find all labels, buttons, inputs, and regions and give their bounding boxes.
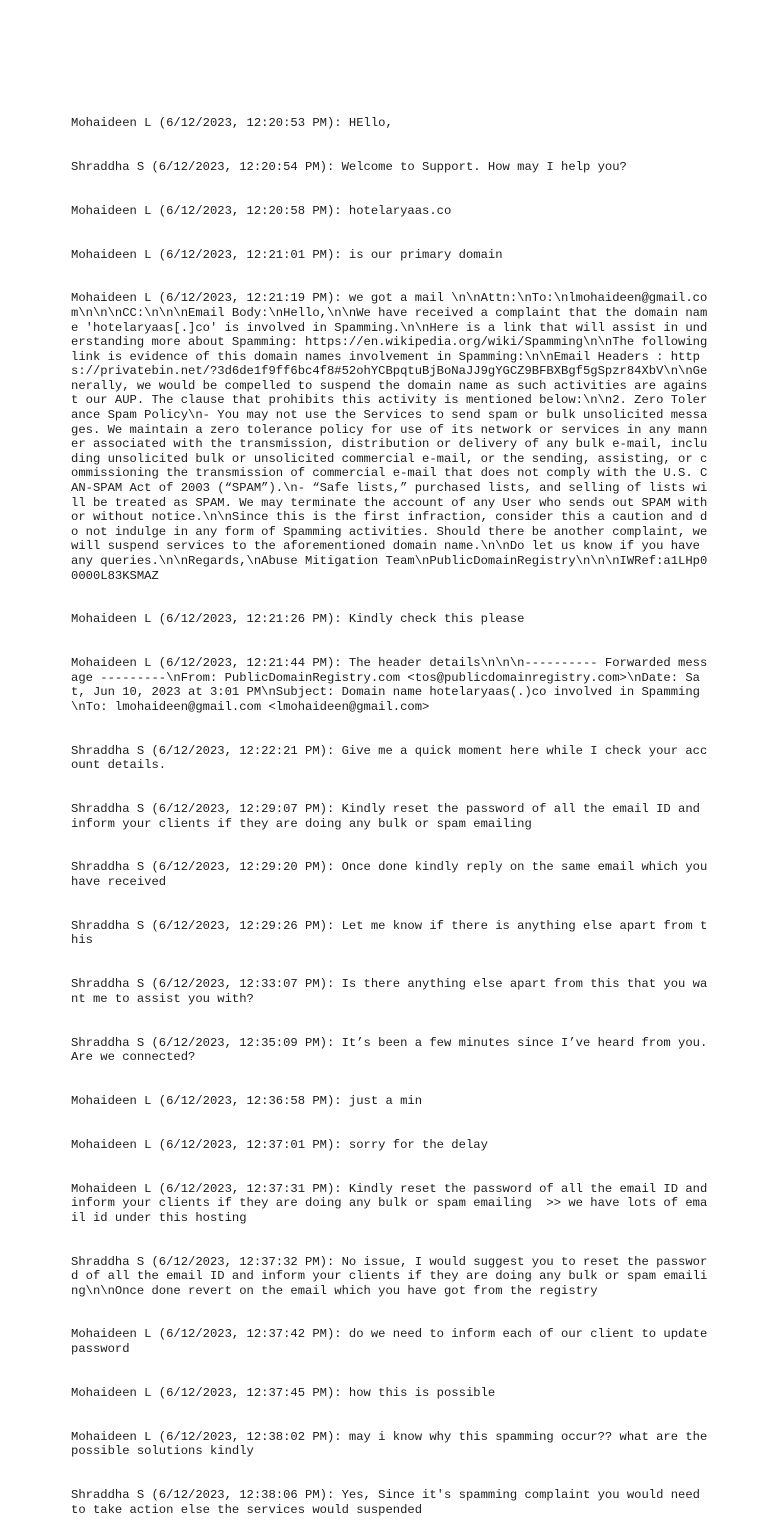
chat-message: Mohaideen L (6/12/2023, 12:20:53 PM): HEllo, bbox=[71, 116, 393, 131]
chat-message: Mohaideen L (6/12/2023, 12:37:31 PM): Kindly reset the password of all the email ID and inform your clients if they are doing any bulk or spam emailing >> we have lots of email id under this hosting bbox=[71, 1181, 715, 1225]
chat-message: Mohaideen L (6/12/2023, 12:37:42 PM): do we need to inform each of our client to update password bbox=[71, 1327, 715, 1357]
chat-message: Shraddha S (6/12/2023, 12:29:26 PM): Let me know if there is anything else apart from this bbox=[71, 918, 708, 948]
chat-message: Shraddha S (6/12/2023, 12:35:09 PM): It’s been a few minutes since I’ve heard from you. Are we connected? bbox=[71, 1035, 715, 1065]
chat-message: Shraddha S (6/12/2023, 12:22:21 PM): Give me a quick moment here while I check your account details. bbox=[71, 743, 708, 773]
chat-message: Mohaideen L (6/12/2023, 12:21:01 PM): is our primary domain bbox=[71, 247, 503, 262]
chat-message: Mohaideen L (6/12/2023, 12:20:58 PM): hotelaryaas.co bbox=[71, 203, 452, 218]
chat-message: Shraddha S (6/12/2023, 12:33:07 PM): Is there anything else apart from this that you want me to assist you with? bbox=[71, 977, 708, 1006]
chat-message: Shraddha S (6/12/2023, 12:29:07 PM): Kindly reset the password of all the email ID and inform your clients if they are doing any bulk or spam emailing bbox=[71, 802, 708, 831]
chat-message: Mohaideen L (6/12/2023, 12:21:19 PM): we got a mail \n\nAttn:\nTo:\nlmohaideen@gmail.com\n\n\nCC:\n\n\nEmail Body:\nHello,\n\nWe have received a complaint that the domain name 'hotelaryaas[.]co' is involved in Spamming.\n\nHere is a link that will assist in understanding more about Spamming: https://en.wikipedia.org/wiki/Spamming\n\nThe following link is evidence of this domain names involvement in Spamming:\n\nEmail Headers : https://privatebin.net/?3d6de1f9ff6bc4f8#52ohYCBpqtuBjBoNaJJ9gYGCZ9BFBXBgf5gSpzr84XbV\n\nGenerally, we would be compelled to suspend the domain name as such activities are against our AUP. The clause that prohibits this activity is mentioned below:\n\n2. Zero Tolerance Spam Policy\n- You may not use the Services to send spam or bulk unsolicited messages. We maintain a zero tolerance policy for use of its network or services in any manner associated with the transmission, distribution or delivery of any bulk e-mail, including unsolicited bulk or unsolicited commercial e-mail, or the sending, assisting, or commissioning the transmission of commercial e-mail that does not comply with the U.S. CAN-SPAM Act of 2003 (“SPAM”).\n- “Safe lists,” purchased lists, and selling of lists will be treated as SPAM. We may terminate the account of any User who sends out SPAM with or without notice.\n\nSince this is the first infraction, consider this a caution and do not indulge in any form of Spamming activities. Should there be another complaint, we will suspend services to the aforementioned domain name.\n\nDo let us know if you have any queries.\n\nRegards,\nAbuse Mitigation Team\nPublicDomainRegistry\n\n\nIWRef:a1LHp00000L83KSMAZ bbox=[71, 291, 715, 583]
chat-message: Mohaideen L (6/12/2023, 12:37:45 PM): how this is possible bbox=[71, 1385, 496, 1400]
chat-message: Shraddha S (6/12/2023, 12:20:54 PM): Welcome to Support. How may I help you? bbox=[71, 159, 627, 174]
chat-message: Mohaideen L (6/12/2023, 12:21:44 PM): The header details\n\n\n---------- Forwarded message ---------\nFrom: PublicDomainRegistry.com <tos@publicdomainregistry.com>\nDate: Sat, Jun 10, 2023 at 3:01 PM\nSubject: Domain name hotelaryaas(.)co involved in Spamming\nTo: lmohaideen@gmail.com <lmohaideen@gmail.com> bbox=[71, 656, 708, 714]
chat-message: Shraddha S (6/12/2023, 12:37:32 PM): No issue, I would suggest you to reset the password of all the email ID and inform your clients if they are doing any bulk or spam emailing\n\nOnce done revert on the email which you have got from the registry bbox=[71, 1254, 708, 1298]
chat-message: Shraddha S (6/12/2023, 12:29:20 PM): Once done kindly reply on the same email which you have received bbox=[71, 860, 715, 890]
chat-message: Mohaideen L (6/12/2023, 12:21:26 PM): Kindly check this please bbox=[71, 612, 525, 627]
chat-message: Shraddha S (6/12/2023, 12:38:06 PM): Yes, Since it's spamming complaint you would need to take action else the services would suspended bbox=[71, 1488, 708, 1517]
chat-message: Mohaideen L (6/12/2023, 12:36:58 PM): just a min bbox=[71, 1093, 423, 1108]
chat-message: Mohaideen L (6/12/2023, 12:38:02 PM): may i know why this spamming occur?? what are the possible solutions kindly bbox=[71, 1429, 715, 1459]
chat-message: Mohaideen L (6/12/2023, 12:37:01 PM): sorry for the delay bbox=[71, 1137, 488, 1152]
chat-transcript bbox=[71, 87, 715, 1532]
